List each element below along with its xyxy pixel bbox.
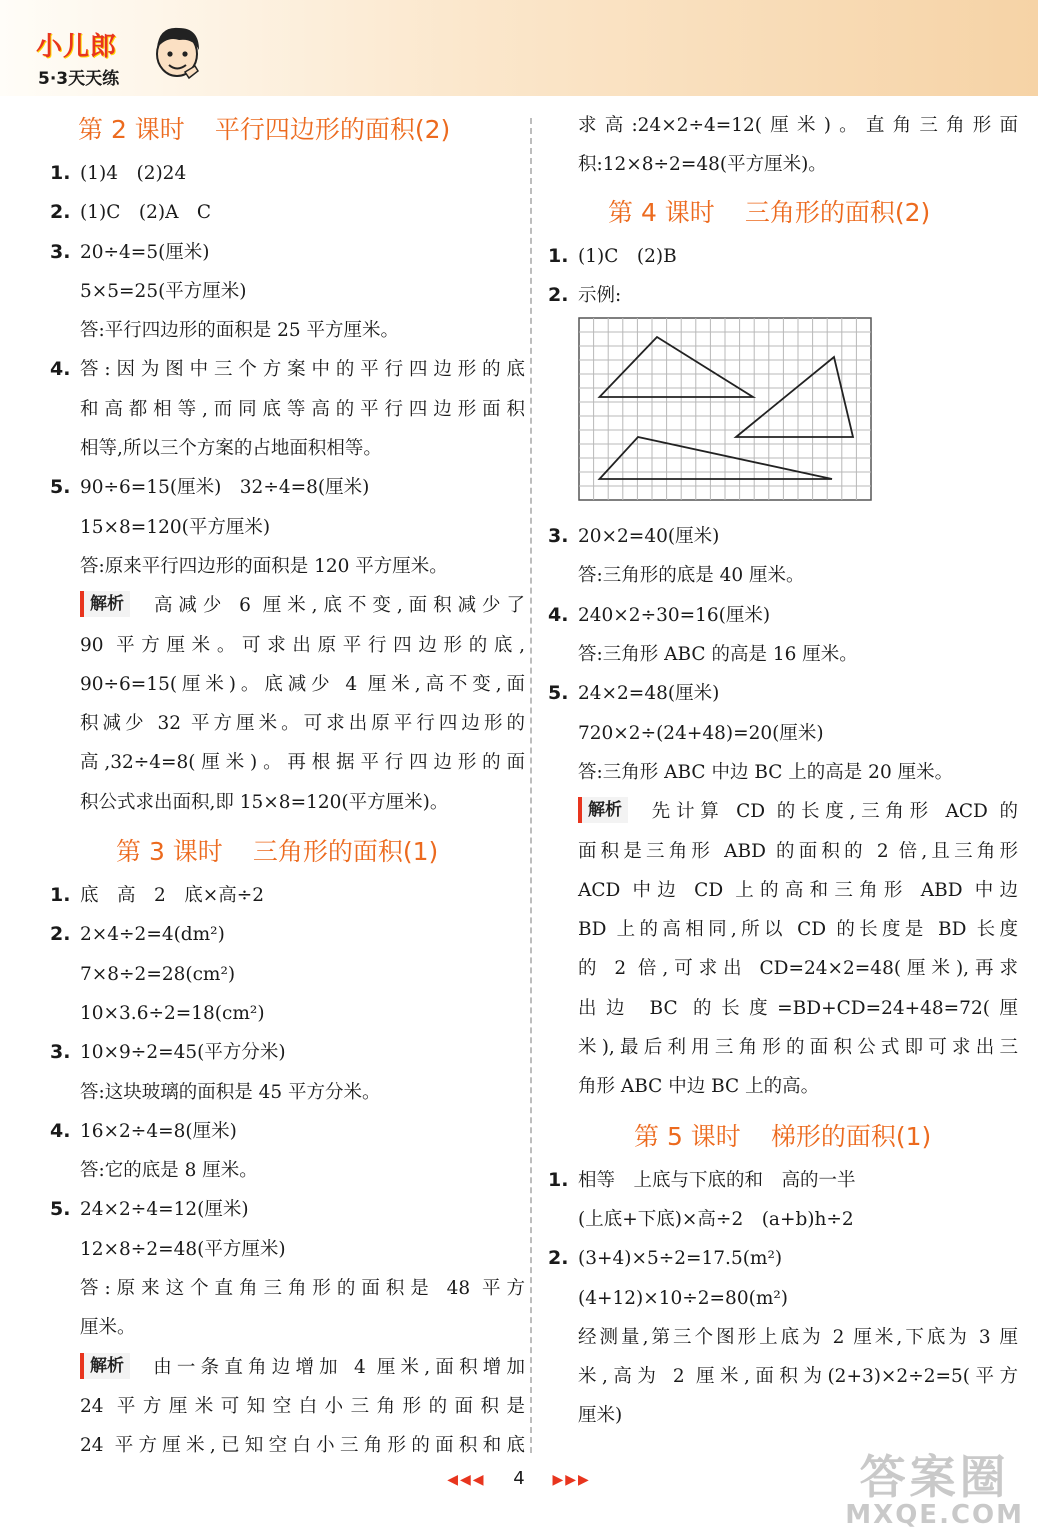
answer-line: 积:12×8÷2=48(平方厘米)。 (578, 154, 827, 176)
analysis-block: 解析 由一条直角边增加 4 厘米,面积增加 24 平方厘米可知空白小三角形的面积是 24 平方厘米,已知空白小三角形的面积和底 (50, 1348, 525, 1466)
brand-logo (14, 20, 204, 92)
answer-line: 答:这块玻璃的面积是 45 平方分米。 (80, 1081, 381, 1103)
section-title-lesson-5: 第 5 课时 梯形的面积(1) (634, 1121, 932, 1151)
answer-line: 10×3.6÷2=18(cm²) (80, 1002, 265, 1024)
answer-item: 1. 相等 上底与下底的和 高的一半 (548, 1168, 856, 1191)
next-arrows-icon: ▶▶▶ (552, 1472, 591, 1488)
answer-line: 答:三角形 ABC 中边 BC 上的高是 20 厘米。 (578, 761, 954, 783)
left-column (50, 106, 525, 1466)
answer-line: (4+12)×10÷2=80(m²) (578, 1287, 788, 1309)
answer-line: 厘米。 (80, 1317, 136, 1339)
answer-item: 1. 底 高 2 底×高÷2 (50, 884, 265, 907)
answer-line: 求高:24×2÷4=12(厘米)。直角三角形面 (578, 115, 1018, 136)
answer-line: 12×8÷2=48(平方厘米) (80, 1238, 286, 1260)
header-band (0, 0, 1038, 96)
page-number: 4 (513, 1468, 525, 1489)
answer-item: 2. (1)C (2)A C (50, 201, 212, 224)
answer-item: 3. 20×2=40(厘米) (548, 525, 720, 548)
answer-item: 4. 答:因为图中三个方案中的平行四边形的底 (50, 358, 525, 381)
section-title-lesson-2: 第 2 课时 平行四边形的面积(2) (78, 115, 451, 144)
analysis-badge: 解析 (80, 591, 130, 617)
answer-item: 1. (1)C (2)B (548, 244, 677, 267)
answer-item: 2. (3+4)×5÷2=17.5(m²) (548, 1247, 783, 1270)
grid-diagram (578, 317, 874, 503)
answer-line: 相等,所以三个方案的占地面积相等。 (80, 438, 382, 460)
analysis-badge: 解析 (80, 1353, 130, 1379)
analysis-block: 解析 先计算 CD 的长度,三角形 ACD 的 面积是三角形 ABD 的面积的 2 倍,且三角形 ACD 中边 CD 上的高和三角形 ABD 中边 BD 上的高相同,所以 CD 的长度是 BD 长度 的 2 倍,可求出 CD=24×2=48(厘米),再求 出边 BC 的长度=BD+CD=24+48=72(厘 米),最后利用三角形的面积公式即可求出三 角形 ABC 中边 BC 上的高。 (548, 792, 1018, 1106)
answer-item: 5. 24×2÷4=12(厘米) (50, 1198, 249, 1221)
answer-line: 答:原来平行四边形的面积是 120 平方厘米。 (80, 555, 448, 577)
answer-line: 米,高为 2 厘米,面积为(2+3)×2÷2=5(平方 (578, 1366, 1018, 1388)
right-column (548, 106, 1018, 1436)
answer-item: 3. 10×9÷2=45(平方分米) (50, 1041, 286, 1064)
series-name: 5·3天天练 (38, 69, 120, 89)
column-divider (530, 118, 532, 1453)
answer-item: 2. 示例: (548, 283, 622, 306)
answer-line: 答:三角形 ABC 的高是 16 厘米。 (578, 644, 858, 666)
analysis-badge: 解析 (578, 797, 628, 823)
watermark (845, 1450, 1024, 1530)
analysis-block: 解析 高减少 6 厘米,底不变,面积减少了 90 平方厘米。可求出原平行四边形的底, 90÷6=15(厘米)。底减少 4 厘米,高不变,面 积减少 32 平方厘米。可求出原平行四边形的 高,32÷4=8(厘米)。再根据平行四边形的面 积公式求出面积,即 15×8=120(平方厘米)。 (50, 586, 525, 822)
answer-line: 答:原来这个直角三角形的面积是 48 平方 (80, 1278, 525, 1300)
answer-line: 5×5=25(平方厘米) (80, 280, 247, 302)
answer-line: 720×2÷(24+48)=20(厘米) (578, 722, 824, 744)
section-title-lesson-4: 第 4 课时 三角形的面积(2) (608, 197, 931, 227)
answer-item: 1. (1)4 (2)24 (50, 162, 187, 184)
answer-line: 答:它的底是 8 厘米。 (80, 1160, 258, 1182)
answer-item: 2. 2×4÷2=4(dm²) (50, 923, 225, 946)
answer-item: 4. 16×2÷4=8(厘米) (50, 1119, 237, 1142)
answer-line: 答:三角形的底是 40 厘米。 (578, 565, 805, 587)
answer-line: 15×8=120(平方厘米) (80, 516, 271, 538)
answer-line: 和高都相等,而同底等高的平行四边形面积 (80, 398, 525, 420)
answer-line: 经测量,第三个图形上底为 2 厘米,下底为 3 厘 (578, 1326, 1018, 1348)
triangle-grid-figure (548, 317, 1018, 507)
section-title-lesson-3: 第 3 课时 三角形的面积(1) (116, 837, 439, 867)
answer-line: 答:平行四边形的面积是 25 平方厘米。 (80, 320, 400, 342)
watermark-title: 答案圈 (859, 1450, 1010, 1504)
brand-title: 小儿郎 (36, 32, 118, 62)
answer-item: 5. 24×2=48(厘米) (548, 682, 720, 705)
watermark-url: MXQE.COM (845, 1500, 1024, 1530)
answer-item: 3. 20÷4=5(厘米) (50, 240, 210, 263)
prev-arrows-icon: ◀◀◀ (447, 1472, 486, 1488)
answer-item: 4. 240×2÷30=16(厘米) (548, 603, 771, 626)
mascot-boy-icon (149, 20, 205, 88)
answer-line: 厘米) (578, 1405, 623, 1427)
answer-line: 7×8÷2=28(cm²) (80, 963, 236, 985)
answer-item: 5. 90÷6=15(厘米) 32÷4=8(厘米) (50, 476, 370, 499)
answer-line: (上底+下底)×高÷2 (a+b)h÷2 (578, 1208, 854, 1230)
